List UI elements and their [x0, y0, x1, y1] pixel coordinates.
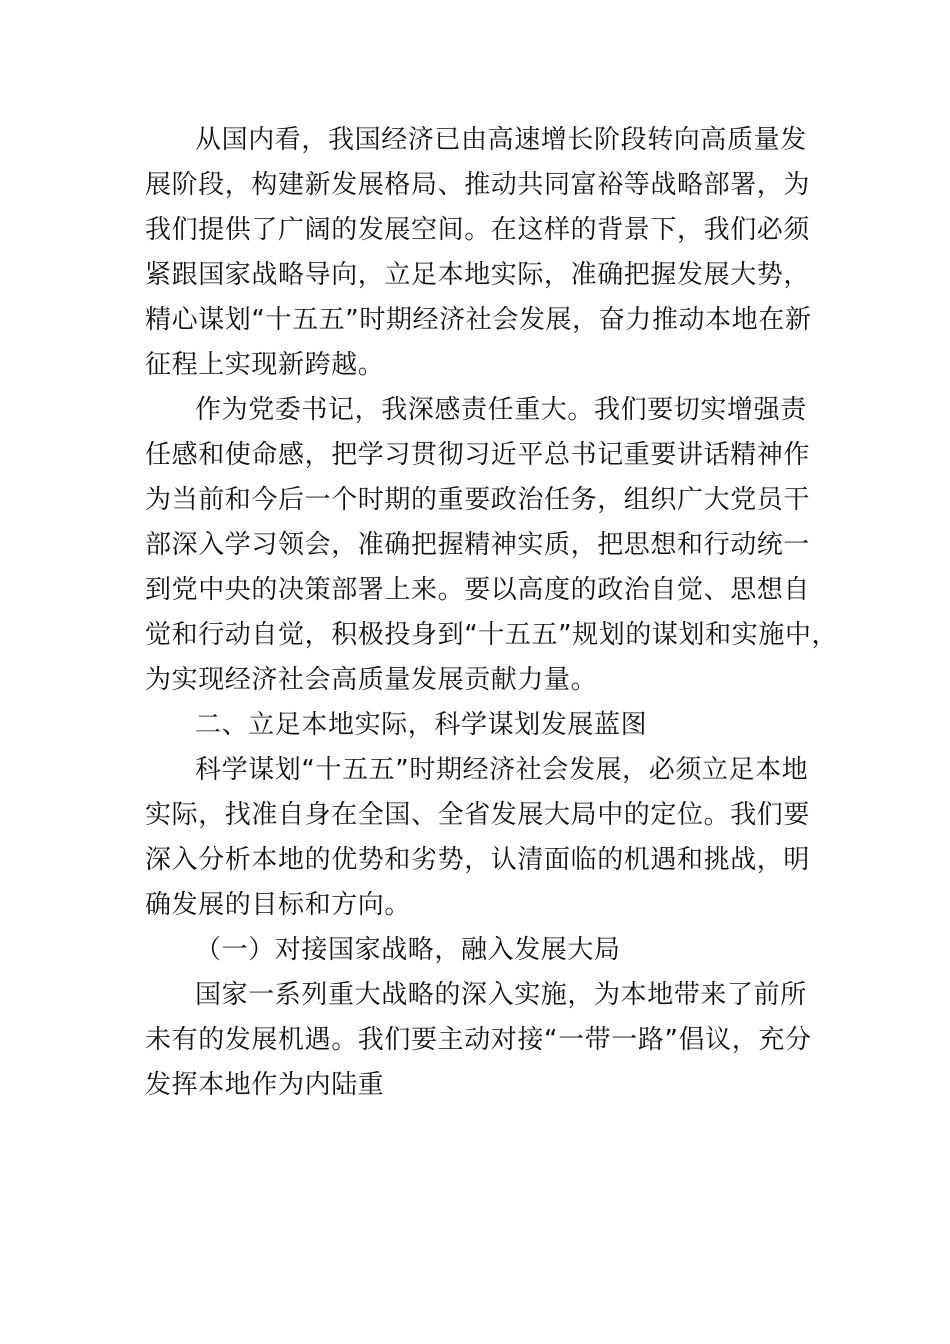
- paragraph-line: 任感和使命感，把学习贯彻习近平总书记重要讲话精神作: [145, 440, 811, 470]
- section-heading: 二、立足本地实际，科学谋划发展蓝图: [195, 710, 648, 740]
- paragraph-line: 为实现经济社会高质量发展贡献力量。: [145, 665, 598, 695]
- paragraph-line: 深入分析本地的优势和劣势，认清面临的机遇和挑战，明: [145, 845, 811, 875]
- paragraph-line: 部深入学习领会，准确把握精神实质，把思想和行动统一: [145, 530, 811, 560]
- paragraph-line: 征程上实现新跨越。: [145, 350, 385, 380]
- paragraph-line: 科学谋划“十五五”时期经济社会发展，必须立足本地: [195, 755, 809, 785]
- paragraph-line: 紧跟国家战略导向，立足本地实际，准确把握发展大势，: [145, 260, 811, 290]
- paragraph-line: 未有的发展机遇。我们要主动对接“一带一路”倡议，充分: [145, 1025, 812, 1055]
- paragraph-line: 到党中央的决策部署上来。要以高度的政治自觉、思想自: [145, 575, 811, 605]
- paragraph-line: 作为党委书记，我深感责任重大。我们要切实增强责: [195, 395, 807, 425]
- paragraph-line: 从国内看，我国经济已由高速增长阶段转向高质量发: [195, 125, 807, 155]
- paragraph-line: 精心谋划“十五五”时期经济社会发展，奋力推动本地在新: [145, 305, 812, 335]
- paragraph-line: 觉和行动自觉，积极投身到“十五五”规划的谋划和实施中，: [145, 620, 839, 650]
- subsection-heading: （一）对接国家战略，融入发展大局: [195, 935, 621, 965]
- paragraph-line: 确发展的目标和方向。: [145, 890, 412, 920]
- paragraph-line: 为当前和今后一个时期的重要政治任务，组织广大党员干: [145, 485, 811, 515]
- paragraph-line: 发挥本地作为内陆重: [145, 1070, 385, 1100]
- paragraph-line: 展阶段，构建新发展格局、推动共同富裕等战略部署，为: [145, 170, 811, 200]
- paragraph-line: 国家一系列重大战略的深入实施，为本地带来了前所: [195, 980, 807, 1010]
- paragraph-line: 我们提供了广阔的发展空间。在这样的背景下，我们必须: [145, 215, 811, 245]
- paragraph-line: 实际，找准自身在全国、全省发展大局中的定位。我们要: [145, 800, 811, 830]
- document-body: [145, 118, 845, 1108]
